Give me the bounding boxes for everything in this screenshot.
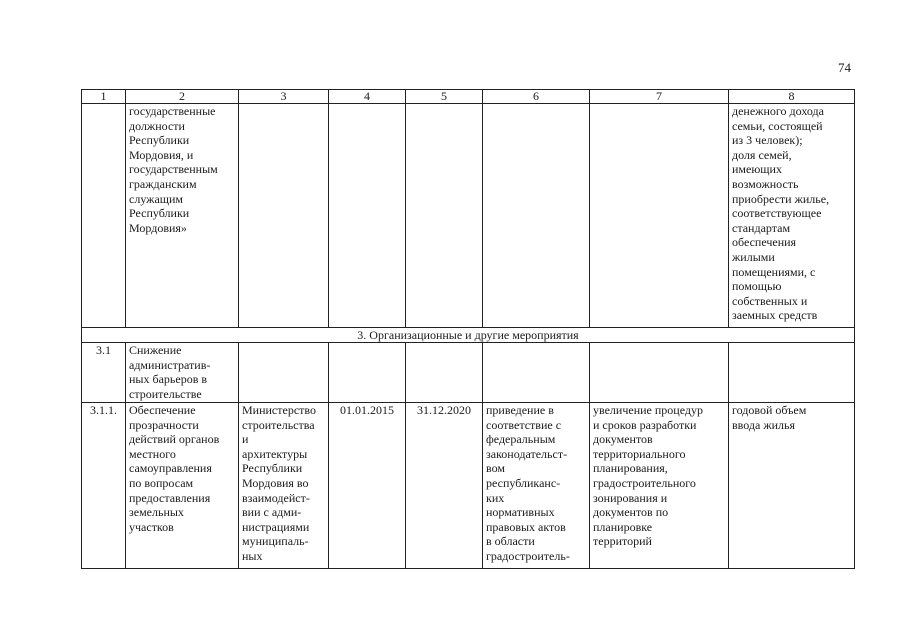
section-row xyxy=(82,328,855,343)
cell-start xyxy=(329,104,406,328)
cell-number: 3.1.1. xyxy=(82,403,126,569)
page-number: 74 xyxy=(838,60,851,75)
column-number: 1 xyxy=(82,90,126,104)
column-number: 2 xyxy=(126,90,239,104)
column-number: 8 xyxy=(729,90,855,104)
column-number: 3 xyxy=(239,90,329,104)
cell-consequences: увеличение процедур и сроков разработки документов территориального планирования, градостроительного зонирования и документов по планировке территорий xyxy=(590,403,729,569)
continuation-row xyxy=(82,104,855,328)
column-number: 7 xyxy=(590,90,729,104)
column-number: 6 xyxy=(483,90,590,104)
cell-result xyxy=(483,343,590,403)
cell-start xyxy=(329,343,406,403)
cell-measure-title: государственные должности Республики Мордовия, и государственным гражданским служащим Республики Мордовия» xyxy=(126,104,239,328)
cell-executor: Министерство строительства и архитектуры Республики Мордовия во взаимодейст- вии с адми- нистрациями муниципаль- ных xyxy=(239,403,329,569)
section-title: 3. Организационные и другие мероприятия xyxy=(82,328,855,343)
cell-end xyxy=(406,104,483,328)
cell-executor xyxy=(239,104,329,328)
program-measures-table xyxy=(81,89,855,569)
cell-indicator: годовой объем ввода жилья xyxy=(729,403,855,569)
cell-indicator: денежного дохода семьи, состоящей из 3 человек); доля семей, имеющих возможность приобрести жилье, соответствующее стандартам обеспечения жилыми помещениями, с помощью собственных и заемных средств xyxy=(729,104,855,328)
cell-end-date: 31.12.2020 xyxy=(406,403,483,569)
column-number: 4 xyxy=(329,90,406,104)
cell-indicator xyxy=(729,343,855,403)
cell-end xyxy=(406,343,483,403)
cell-start-date: 01.01.2015 xyxy=(329,403,406,569)
cell-consequences xyxy=(590,104,729,328)
column-number: 5 xyxy=(406,90,483,104)
cell-result xyxy=(483,104,590,328)
cell-result: приведение в соответствие с федеральным законодательст- вом республиканс- ких нормативных правовых актов в области градостроитель- xyxy=(483,403,590,569)
cell-measure-title: Обеспечение прозрачности действий органов местного самоуправления по вопросам предоставления земельных участков xyxy=(126,403,239,569)
cell-number xyxy=(82,104,126,328)
cell-executor xyxy=(239,343,329,403)
column-number-row xyxy=(82,90,855,104)
cell-consequences xyxy=(590,343,729,403)
cell-measure-title: Снижение административ- ных барьеров в строительстве xyxy=(126,343,239,403)
table-row-3-1-1 xyxy=(82,403,855,569)
cell-number: 3.1 xyxy=(82,343,126,403)
table-row-3-1 xyxy=(82,343,855,403)
